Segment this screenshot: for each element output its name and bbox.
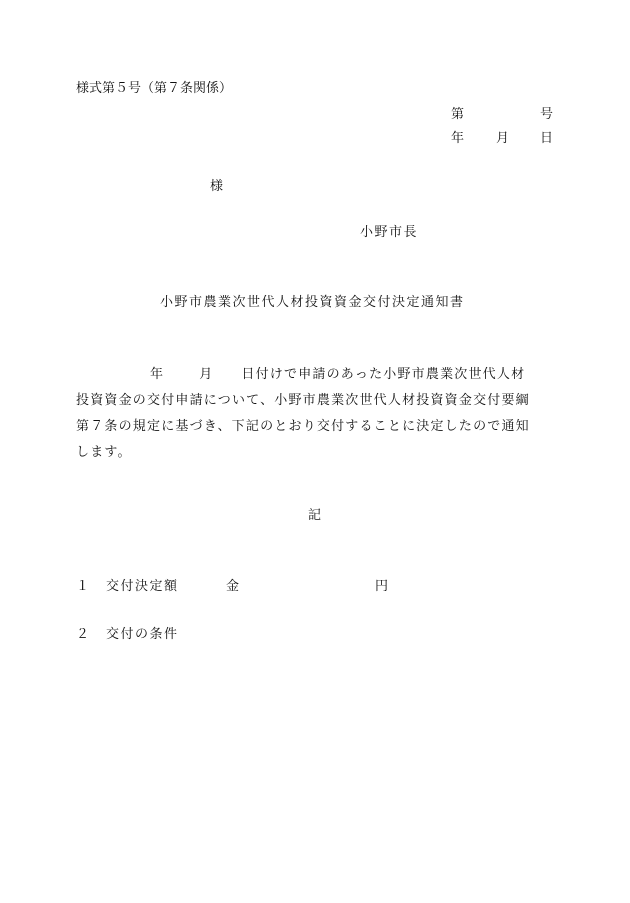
date-month: 月 <box>496 131 510 146</box>
date-year: 年 <box>451 131 465 146</box>
form-label: 様式第５号（第７条関係） <box>76 81 233 96</box>
ki-heading: 記 <box>308 508 322 523</box>
addressee-suffix: 様 <box>210 179 224 194</box>
item-1-unit: 円 <box>375 579 389 594</box>
body-month: 月 <box>199 367 214 382</box>
body-line-1 <box>76 362 554 388</box>
item-2-label: 交付の条件 <box>106 627 179 642</box>
body-line-4: します。 <box>76 445 132 460</box>
body-line-2: 投資資金の交付申請について、小野市農業次世代人材投資資金交付要綱 <box>76 393 530 408</box>
doc-number-suffix: 号 <box>540 107 554 122</box>
body-year: 年 <box>150 367 165 382</box>
item-1-number: １ <box>76 579 90 594</box>
body-text <box>76 362 554 466</box>
date-day: 日 <box>540 131 554 146</box>
document-title: 小野市農業次世代人材投資資金交付決定通知書 <box>160 295 465 310</box>
body-line-3: 第７条の規定に基づき、下記のとおり交付することに決定したので通知 <box>76 419 530 434</box>
item-2-number: ２ <box>76 627 90 642</box>
item-1-prefix: 金 <box>226 579 240 594</box>
item-1-label: 交付決定額 <box>106 579 179 594</box>
doc-number-prefix: 第 <box>451 107 465 122</box>
issuer: 小野市長 <box>360 225 419 240</box>
body-line-1-rest: 日付けで申請のあった小野市農業次世代人材 <box>241 367 526 382</box>
